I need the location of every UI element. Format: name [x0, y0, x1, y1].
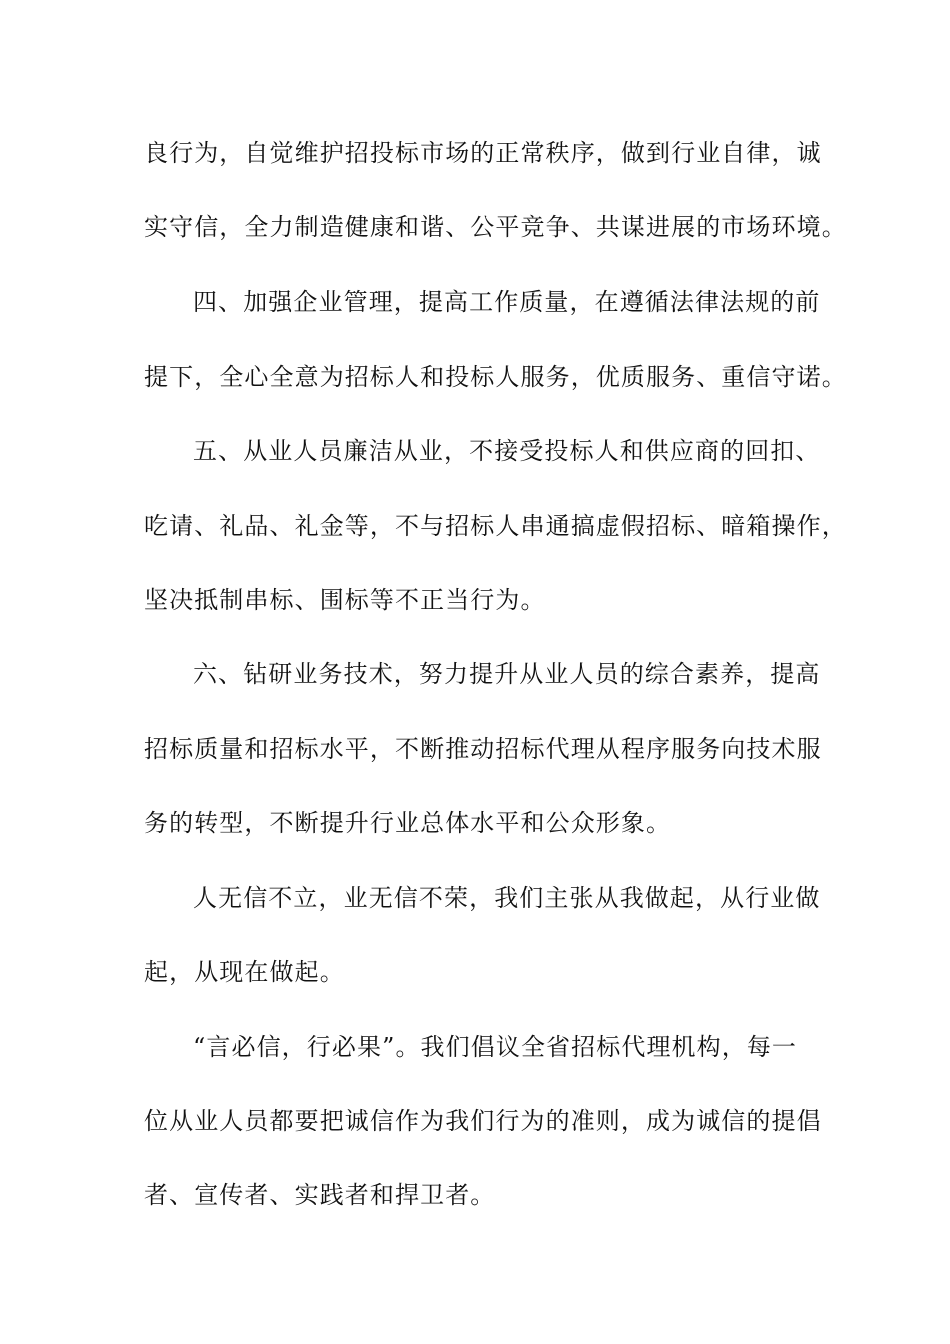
paragraph-8-line-2: 位从业人员都要把诚信作为我们行为的准则，成为诚信的提倡 — [144, 1107, 822, 1135]
paragraph-4-line-1: 四、加强企业管理，提高工作质量，在遵循法律法规的前 — [193, 288, 821, 316]
paragraph-8-line-3: 者、宣传者、实践者和捍卫者。 — [144, 1181, 496, 1209]
paragraph-6-line-1: 六、钻研业务技术，努力提升从业人员的综合素养，提高 — [193, 660, 821, 688]
paragraph-6-line-2: 招标质量和招标水平，不断推动招标代理从程序服务向技术服 — [144, 735, 822, 763]
paragraph-8-line-1: “言必信，行必果”。我们倡议全省招标代理机构，每一 — [193, 1033, 798, 1061]
paragraph-4-line-2: 提下，全心全意为招标人和投标人服务，优质服务、重信守诺。 — [144, 363, 847, 391]
text-line-1: 良行为，自觉维护招投标市场的正常秩序，做到行业自律，诚 — [144, 139, 822, 167]
paragraph-5-line-1: 五、从业人员廉洁从业，不接受投标人和供应商的回扣、 — [193, 437, 821, 465]
text-line-2: 实守信，全力制造健康和谐、公平竞争、共谋进展的市场环境。 — [144, 213, 847, 241]
paragraph-7-line-2: 起，从现在做起。 — [144, 958, 345, 986]
paragraph-5-line-2: 吃请、礼品、礼金等，不与招标人串通搞虚假招标、暗箱操作， — [144, 512, 847, 540]
paragraph-6-line-3: 务的转型，不断提升行业总体水平和公众形象。 — [144, 809, 672, 837]
paragraph-7-line-1: 人无信不立，业无信不荣，我们主张从我做起，从行业做 — [193, 884, 821, 912]
paragraph-5-line-3: 坚决抵制串标、围标等不正当行为。 — [144, 586, 546, 614]
